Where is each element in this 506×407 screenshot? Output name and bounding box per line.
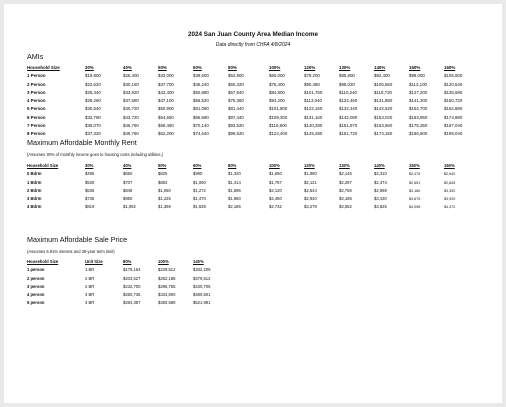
sale-row-cell: $178,164 xyxy=(123,267,141,273)
ami-row-cell: $32,790 xyxy=(85,114,101,120)
ami-row-cell: $113,040 xyxy=(304,98,322,104)
rent-row-cell: $4,098 xyxy=(409,205,421,210)
ami-header-160: 160% xyxy=(444,65,456,70)
sale-header-row xyxy=(27,258,227,266)
ami-header-100: 100% xyxy=(269,65,281,70)
ami-row-cell: $19,800 xyxy=(85,73,101,79)
ami-row-cell: $93,520 xyxy=(228,123,244,129)
ami-row-label: 7 Person xyxy=(27,123,46,129)
rent-row xyxy=(27,170,477,178)
rent-row-cell: $1,225 xyxy=(158,196,171,202)
rent-row-label: 1 Bdrm xyxy=(27,179,42,185)
ami-row-label: 6 Person xyxy=(27,114,46,120)
ami-row-cell: $81,440 xyxy=(228,106,244,112)
sale-row-cell: $260,736 xyxy=(123,292,141,298)
rent-row-cell: $636 xyxy=(85,187,95,193)
ami-row-cell: $163,950 xyxy=(409,114,428,120)
ami-row-cell: $131,160 xyxy=(304,114,323,120)
rent-row xyxy=(27,179,477,187)
ami-header-40: 40% xyxy=(123,65,132,70)
ami-row-cell: $28,260 xyxy=(85,98,101,104)
rent-row-cell: $883 xyxy=(158,179,168,185)
ami-row-cell: $62,200 xyxy=(158,131,174,137)
ami-row-cell: $101,800 xyxy=(269,106,288,112)
rent-header-row xyxy=(27,162,477,170)
ami-row-cell: $50,900 xyxy=(158,106,174,112)
rent-row xyxy=(27,203,477,211)
ami-header-60: 60% xyxy=(193,65,202,70)
ami-row-cell: $37,700 xyxy=(158,81,174,87)
sale-header-household-size: Household Size xyxy=(27,259,59,264)
ami-header-140: 140% xyxy=(374,65,386,70)
ami-row-cell: $199,040 xyxy=(444,131,463,137)
rent-row-cell: $3,279 xyxy=(304,204,317,210)
ami-header-150: 150% xyxy=(409,65,421,70)
rent-row-cell: $2,120 xyxy=(269,187,282,193)
rent-row-cell: $825 xyxy=(158,171,168,177)
sale-row xyxy=(27,291,227,299)
ami-row-cell: $52,800 xyxy=(228,73,244,79)
ami-row-cell: $187,040 xyxy=(444,123,463,129)
ami-row-cell: $75,360 xyxy=(228,98,244,104)
ami-row-cell: $40,720 xyxy=(123,106,139,112)
ami-row-cell: $99,000 xyxy=(409,73,425,79)
ami-row-cell: $58,450 xyxy=(158,123,174,129)
ami-row-cell: $30,540 xyxy=(85,106,101,112)
rent-row-cell: $3,552 xyxy=(339,204,352,210)
ami-row-cell: $152,700 xyxy=(409,106,428,112)
ami-row-cell: $135,680 xyxy=(444,89,463,95)
ami-row-cell: $118,720 xyxy=(374,89,392,95)
rent-note: (Assumes 30% of monthly income goes to housing costs including utilities.) xyxy=(27,152,164,157)
ami-row-cell: $99,520 xyxy=(228,131,244,137)
ami-row xyxy=(27,72,477,80)
ami-row-cell: $120,640 xyxy=(444,81,463,87)
rent-row-cell: $2,474 xyxy=(374,179,387,185)
rent-row-cell: $735 xyxy=(85,196,95,202)
rent-header-150: 150% xyxy=(409,163,420,168)
document-title: 2024 San Juan County Area Median Income xyxy=(188,31,318,38)
sale-row-label: 2 person xyxy=(27,275,45,281)
ami-row-label: 5 Person xyxy=(27,106,46,112)
ami-row-cell: $74,640 xyxy=(193,131,209,137)
ami-row-cell: $161,720 xyxy=(339,131,358,137)
rent-header-household-size: Household Size xyxy=(27,163,59,168)
ami-row-cell: $49,760 xyxy=(123,131,139,137)
sale-row xyxy=(27,299,227,307)
sale-row-cell: $379,512 xyxy=(193,275,211,281)
rent-row-label: 0 Bdrm xyxy=(27,171,42,177)
sale-row-label: 5 person xyxy=(27,300,45,306)
ami-row xyxy=(27,81,477,89)
ami-row-cell: $98,020 xyxy=(339,81,355,87)
rent-row-cell: $4,372 xyxy=(444,205,456,210)
ami-row-cell: $140,280 xyxy=(304,123,323,129)
ami-row-cell: $113,100 xyxy=(409,81,427,87)
ami-row-cell: $105,600 xyxy=(444,73,463,79)
ami-row-cell: $60,320 xyxy=(228,81,244,87)
rent-row-cell: $3,392 xyxy=(444,188,456,193)
sale-row-cell: $262,188 xyxy=(158,275,176,281)
rent-row-cell: $1,767 xyxy=(269,179,282,185)
ami-row-cell: $37,680 xyxy=(123,98,139,104)
rent-row-cell: $707 xyxy=(123,179,133,185)
ami-row-cell: $79,200 xyxy=(304,73,320,79)
rent-row xyxy=(27,187,477,195)
rent-row-cell: $980 xyxy=(123,196,133,202)
ami-row-cell: $67,840 xyxy=(228,89,244,95)
rent-row-cell: $1,960 xyxy=(228,196,241,202)
rent-header-130: 130% xyxy=(339,163,350,168)
rent-row-cell: $3,430 xyxy=(374,196,387,202)
ami-row-label: 8 Person xyxy=(27,131,46,137)
rent-header-140: 140% xyxy=(374,163,385,168)
rent-row xyxy=(27,195,477,203)
sale-row-label: 3 person xyxy=(27,283,45,289)
ami-row-cell: $110,240 xyxy=(339,89,357,95)
rent-row-cell: $2,186 xyxy=(228,204,241,210)
rent-row-cell: $2,828 xyxy=(444,180,456,185)
ami-row-cell: $46,760 xyxy=(123,123,139,129)
rent-row-cell: $1,366 xyxy=(158,204,171,210)
ami-row-cell: $61,080 xyxy=(193,106,209,112)
ami-row xyxy=(27,122,477,130)
rent-row-cell: $2,121 xyxy=(304,179,317,185)
rent-row-cell: $2,544 xyxy=(304,187,317,193)
sale-row-cell: $480,601 xyxy=(193,292,211,298)
sale-row-cell: $430,705 xyxy=(193,283,211,289)
ami-row-cell: $150,720 xyxy=(444,98,463,104)
rent-row-label: 3 Bdrm xyxy=(27,196,42,202)
sale-row-cell: 2 BR xyxy=(85,275,95,281)
ami-row-cell: $105,560 xyxy=(374,81,393,87)
sale-section-title: Maximum Affordable Sale Price xyxy=(27,235,128,244)
ami-row-cell: $47,100 xyxy=(158,98,174,104)
rent-row-cell: $3,675 xyxy=(409,197,421,202)
ami-row-cell: $174,160 xyxy=(374,131,393,137)
rent-row-cell: $2,640 xyxy=(444,172,456,177)
ami-row-label: 1 Person xyxy=(27,73,46,79)
ami-row-cell: $141,300 xyxy=(409,98,428,104)
rent-header-80: 80% xyxy=(228,163,237,168)
rent-row-cell: $530 xyxy=(85,179,95,185)
ami-row-cell: $101,760 xyxy=(304,89,323,95)
rent-row-cell: $1,639 xyxy=(193,204,206,210)
rent-row-cell: $2,940 xyxy=(304,196,317,202)
rent-header-160: 160% xyxy=(444,163,455,168)
sale-note: (Assumes 6.91% interest and 30-year term limit) xyxy=(27,249,115,254)
sale-row-cell: $296,755 xyxy=(158,283,176,289)
ami-row-label: 2 Person xyxy=(27,81,46,87)
sale-row-cell: $232,700 xyxy=(123,283,141,289)
ami-row xyxy=(27,105,477,113)
ami-row-cell: $33,000 xyxy=(158,73,174,79)
rent-header-60: 60% xyxy=(193,163,202,168)
sale-row-cell: 3 BR xyxy=(85,300,95,306)
ami-row-cell: $153,020 xyxy=(374,114,393,120)
sale-row-label: 1 person xyxy=(27,267,45,273)
ami-row-cell: $26,400 xyxy=(123,73,139,79)
ami-row-cell: $132,340 xyxy=(339,106,358,112)
ami-row-cell: $87,440 xyxy=(228,114,244,120)
sale-row-label: 4 person xyxy=(27,292,45,298)
sale-row-cell: 2 BR xyxy=(85,283,95,289)
ami-row-cell: $109,300 xyxy=(269,114,288,120)
rent-row-cell: $3,825 xyxy=(374,204,387,210)
rent-row-cell: $2,756 xyxy=(339,187,352,193)
rent-row-cell: $1,696 xyxy=(228,187,241,193)
rent-row-cell: $3,185 xyxy=(339,196,352,202)
rent-row-cell: $495 xyxy=(85,171,95,177)
ami-row-cell: $142,520 xyxy=(374,106,393,112)
ami-section-title: AMIs xyxy=(27,52,44,61)
rent-header-30: 30% xyxy=(85,163,94,168)
rent-row-cell: $2,310 xyxy=(374,171,387,177)
ami-row-cell: $70,140 xyxy=(193,123,209,129)
rent-header-50: 50% xyxy=(158,163,167,168)
sale-row-cell: $334,800 xyxy=(158,292,176,298)
rent-row-cell: $1,060 xyxy=(158,187,171,193)
document-page xyxy=(4,4,502,403)
ami-header-household-size: Household Size xyxy=(27,65,60,70)
ami-row-cell: $142,090 xyxy=(339,114,358,120)
rent-section-title: Maximum Affordable Monthly Rent xyxy=(27,138,137,147)
ami-row-cell: $75,400 xyxy=(269,81,285,87)
ami-row-cell: $116,900 xyxy=(269,123,287,129)
ami-row-cell: $33,920 xyxy=(123,89,139,95)
rent-header-100: 100% xyxy=(269,163,280,168)
rent-row-cell: $819 xyxy=(85,204,95,210)
ami-row-cell: $94,200 xyxy=(269,98,285,104)
rent-row-cell: $1,470 xyxy=(193,196,206,202)
sale-row-cell: $521,991 xyxy=(193,300,211,306)
sale-row-cell: 1 BR xyxy=(85,267,95,273)
sale-row-cell: $284,387 xyxy=(123,300,141,306)
ami-row-cell: $25,440 xyxy=(85,89,101,95)
ami-row-cell: $175,350 xyxy=(409,123,428,129)
ami-row-cell: $42,400 xyxy=(158,89,174,95)
rent-row-cell: $2,968 xyxy=(374,187,387,193)
rent-row-cell: $2,145 xyxy=(339,171,352,177)
sale-row-cell: $229,512 xyxy=(158,267,176,273)
ami-row-cell: $127,200 xyxy=(409,89,428,95)
rent-row-cell: $2,475 xyxy=(409,172,421,177)
rent-row-label: 2 Bdrm xyxy=(27,187,42,193)
ami-header-120: 120% xyxy=(304,65,316,70)
rent-row-label: 4 Bdrm xyxy=(27,204,42,210)
ami-row-cell: $66,000 xyxy=(269,73,285,79)
ami-row-cell: $122,460 xyxy=(339,98,358,104)
rent-row-cell: $1,092 xyxy=(123,204,136,210)
ami-row-cell: $65,580 xyxy=(193,114,209,120)
document-subtitle: Data directly from CHFA 4/8/2024 xyxy=(215,42,291,48)
rent-row-cell: $1,272 xyxy=(193,187,206,193)
rent-row-cell: $3,920 xyxy=(444,197,456,202)
ami-row-cell: $35,070 xyxy=(85,123,101,129)
sale-header-140: 140% xyxy=(193,259,204,264)
ami-row-cell: $37,320 xyxy=(85,131,101,137)
rent-row-cell: $1,650 xyxy=(269,171,282,177)
rent-row-cell: $3,180 xyxy=(409,188,421,193)
ami-header-80: 80% xyxy=(228,65,237,70)
rent-row-cell: $1,414 xyxy=(228,179,241,185)
ami-row-cell: $54,650 xyxy=(158,114,174,120)
sale-row-cell: $203,527 xyxy=(123,275,141,281)
ami-row-cell: $124,400 xyxy=(269,131,288,137)
ami-row-cell: $174,880 xyxy=(444,114,463,120)
ami-row-cell: $30,160 xyxy=(123,81,139,87)
ami-row-cell: $90,480 xyxy=(304,81,320,87)
ami-row-cell: $92,400 xyxy=(374,73,390,79)
sale-header-100: 100% xyxy=(158,259,169,264)
sale-row xyxy=(27,275,227,283)
ami-row-cell: $85,800 xyxy=(339,73,355,79)
rent-row-cell: $2,297 xyxy=(339,179,352,185)
sale-row-cell: $360,589 xyxy=(158,300,176,306)
ami-row xyxy=(27,114,477,122)
rent-row-cell: $2,450 xyxy=(269,196,282,202)
rent-row-cell: $2,732 xyxy=(269,204,282,210)
ami-row-label: 4 Person xyxy=(27,98,46,104)
ami-header-50: 50% xyxy=(158,65,167,70)
ami-row-cell: $163,660 xyxy=(374,123,393,129)
sale-header-unit-size: Unit Size xyxy=(85,259,103,264)
sale-row-cell: $332,209 xyxy=(193,267,211,273)
rent-row-cell: $848 xyxy=(123,187,133,193)
rent-header-40: 40% xyxy=(123,163,132,168)
rent-table xyxy=(27,162,477,212)
ami-row-cell: $162,880 xyxy=(444,106,463,112)
ami-row-cell: $22,620 xyxy=(85,81,101,87)
ami-row-cell: $151,970 xyxy=(339,123,358,129)
sale-header-80: 80% xyxy=(123,259,132,264)
ami-row-cell: $149,280 xyxy=(304,131,323,137)
ami-row-cell: $39,600 xyxy=(193,73,209,79)
rent-row-cell: $1,980 xyxy=(304,171,317,177)
rent-row-cell: $990 xyxy=(193,171,203,177)
rent-row-cell: $1,320 xyxy=(228,171,241,177)
ami-row-cell: $45,240 xyxy=(193,81,209,87)
ami-row-label: 3 Person xyxy=(27,89,46,95)
ami-row-cell: $131,880 xyxy=(374,98,393,104)
ami-row xyxy=(27,97,477,105)
rent-row-cell: $660 xyxy=(123,171,133,177)
ami-header-row xyxy=(27,64,477,72)
ami-header-30: 30% xyxy=(85,65,94,70)
ami-row-cell: $122,160 xyxy=(304,106,323,112)
sale-row xyxy=(27,283,227,291)
ami-row-cell: $186,600 xyxy=(409,131,428,137)
ami-row-cell: $43,720 xyxy=(123,114,139,120)
rent-row-cell: $1,060 xyxy=(193,179,206,185)
sale-table xyxy=(27,258,227,308)
ami-row-cell: $56,520 xyxy=(193,98,209,104)
rent-header-120: 120% xyxy=(304,163,315,168)
ami-row-cell: $84,800 xyxy=(269,89,285,95)
sale-row-cell: 3 BR xyxy=(85,292,95,298)
ami-header-130: 130% xyxy=(339,65,351,70)
sale-row xyxy=(27,266,227,274)
ami-table xyxy=(27,64,477,139)
rent-row-cell: $2,651 xyxy=(409,180,421,185)
ami-row-cell: $50,880 xyxy=(193,89,209,95)
ami-row xyxy=(27,89,477,97)
